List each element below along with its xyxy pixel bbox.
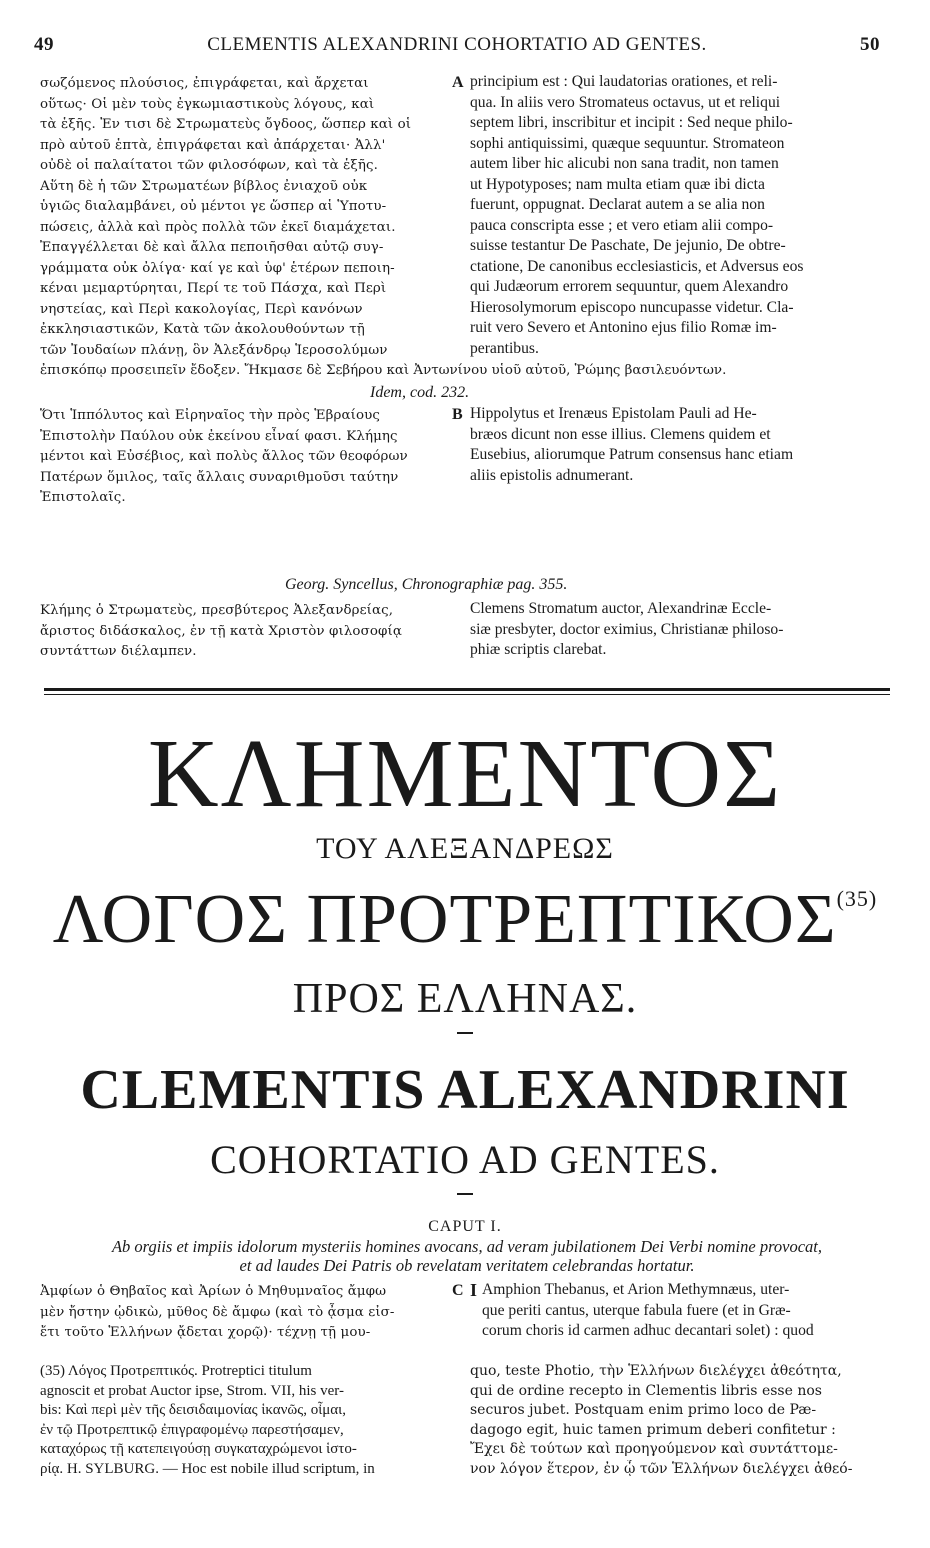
- text-line: que periti cantus, uterque fabula fuere (et in Græ-: [482, 1301, 791, 1319]
- paragraph-mark: I: [470, 1280, 478, 1300]
- running-title: CLEMENTIS ALEXANDRINI COHORTATIO AD GENTES.: [207, 34, 707, 55]
- latin-column: [470, 404, 890, 486]
- text-line: septem libri, inscribitur et incipit : Sed neque philo-: [470, 114, 793, 131]
- text-line: ἐκκλησιαστικῶν, Κατὰ τῶν ἀκολουθούντων τῇ: [40, 322, 365, 337]
- footnote-right: [470, 1362, 890, 1479]
- title-work: [0, 880, 930, 960]
- latin-column: [470, 72, 890, 359]
- text-line: suisse testantur De Paschate, De jejunio, De obtre-: [470, 237, 786, 254]
- text-line: ὑγιῶς διαλαμβάνει, οὐ μέντοι γε ὥσπερ αἱ Ὑποτυ-: [40, 199, 387, 214]
- text-line: οὐδὲ οἱ παλαίτατοι τῶν φιλοσόφων, καὶ τὰ ἑξῆς.: [40, 158, 378, 173]
- text-line: οὕτως· Οἱ μὲν τοὺς ἐγκωμιαστικοὺς λόγους, καὶ: [40, 96, 375, 112]
- text-line: bræos dicunt non esse illius. Clemens quidem et: [470, 425, 771, 443]
- text-line: Ἐπιστολαῖς.: [40, 490, 126, 505]
- text-line: τῶν Ἰουδαίων πλάνῃ, ὃν Ἀλεξάνδρῳ Ἱεροσολύμων: [40, 342, 388, 358]
- page-number-left: 49: [34, 34, 54, 55]
- latin-column: [482, 1280, 890, 1342]
- text-line: Ἐπιστολὴν Παύλου οὐκ ἐκείνου εἶναί φασι. Κλήμης: [40, 428, 398, 444]
- text-line: νον λόγον ἕτερον, ἐν ᾧ τῶν Ἑλλήνων διελέγχει ἀθεό-: [470, 1460, 853, 1477]
- text-line: quo, teste Photio, τὴν Ἑλλήνων διελέγχει ἀθεότητα,: [470, 1363, 842, 1379]
- text-line: ἐν τῷ Προτρεπτικῷ ἐπιγραφομένῳ παρεστήσαμεν,: [40, 1421, 344, 1438]
- text-line: Πατέρων ὅμιλος, ταῖς ἄλλαις συναριθμοῦσι ταύτην: [40, 469, 399, 485]
- latin-column: [470, 599, 890, 661]
- title-latin-author: CLEMENTIS ALEXANDRINI: [80, 1059, 850, 1121]
- text-line: ctatione, De canonibus ecclesiasticis, et Adversus eos: [470, 257, 804, 275]
- text-line: ut Hypotyposes; nam multa etiam quæ ibi dicta: [470, 175, 765, 193]
- chapter-heading: CAPUT I.: [428, 1218, 502, 1235]
- text-line: qua. In aliis vero Stromateus octavus, ut et reliqui: [470, 93, 781, 111]
- text-line: ἔτι τοῦτο Ἑλλήνων ᾄδεται χορῷ)· τέχνῃ τῇ μου-: [40, 1325, 371, 1340]
- text-line: νηστείας, καὶ Περὶ κακολογίας, Περὶ κανόνων: [40, 301, 363, 317]
- greek-full-line: ἐπισκόπῳ προσειπεῖν ἔδοξεν. Ἤκμασε δὲ Σεβήρου καὶ Ἀντωνίνου υἱοῦ αὐτοῦ, Ῥώμης βασιλευόντων.: [40, 363, 727, 378]
- text-line: bis: Καὶ περὶ μὲν τῆς δεισιδαιμονίας ἱκανῶς, οἶμαι,: [40, 1402, 346, 1418]
- text-line: perantibus.: [470, 339, 539, 357]
- text-line: καταχόρως τῇ κατεπειγούσῃ συγκαταχρώμενοι ἱστο-: [40, 1441, 357, 1457]
- text-line: Ἀμφίων ὁ Θηβαῖος καὶ Ἀρίων ὁ Μηθυμναῖος ἄμφω: [40, 1284, 387, 1299]
- text-line: autem liber hic alicubi non sana tradit, non tamen: [470, 155, 779, 172]
- divider-rule: [44, 688, 890, 691]
- greek-column: [40, 406, 452, 509]
- text-line: aliis epistolis adnumerant.: [470, 466, 634, 484]
- text-line: phiæ scriptis clarebat.: [470, 641, 607, 658]
- text-line: Hierosolymorum episcopo nuncupasse videtur. Cla-: [470, 298, 794, 316]
- column-marker-a: A: [452, 74, 464, 91]
- title-work-text: ΛΟΓΟΣ ΠΡΟΤΡΕΠΤΙΚΟΣ: [52, 881, 837, 958]
- text-line: Amphion Thebanus, et Arion Methymnæus, uter-: [482, 1281, 790, 1298]
- column-marker-b: B: [452, 406, 463, 423]
- text-line: κέναι μεμαρτύρηται, Περί τε τοῦ Πάσχα, καὶ Περὶ: [40, 281, 387, 296]
- text-line: principium est : Qui laudatorias orationes, et reli-: [470, 73, 778, 90]
- title-latin-work: COHORTATIO AD GENTES.: [210, 1137, 720, 1182]
- greek-column: [40, 1282, 452, 1344]
- title-epithet: ΤΟΥ ΑΛΕΞΑΝΔΡΕΩΣ: [316, 832, 614, 865]
- text-line: (35) Λόγος Προτρεπτικός. Protreptici titulum: [40, 1363, 312, 1379]
- text-line: πρὸ αὐτοῦ ἑπτὰ, ἐπιγράφεται καὶ ἀπάρχεται· Ἀλλ': [40, 137, 386, 153]
- title-addressee: ΠΡΟΣ ΕΛΛΗΝΑΣ.: [292, 976, 638, 1022]
- title-separator: [457, 1193, 473, 1195]
- chapter-summary: et ad laudes Dei Patris ob revelatam veritatem celebrandas hortatur.: [239, 1256, 695, 1275]
- text-line: Eusebius, aliorumque Patrum consensus hanc etiam: [470, 446, 794, 463]
- text-line: corum choris id carmen adhuc decantari solet) : quod: [482, 1322, 814, 1339]
- divider-rule: [44, 694, 890, 695]
- text-line: γράμματα οὐκ ὀλίγα· καί γε καὶ ὑφ' ἑτέρων πεποιη-: [40, 260, 395, 276]
- title-separator: [457, 1032, 473, 1034]
- title-author: ΚΛΗΜΕΝΤΟΣ: [147, 720, 783, 828]
- citation-syncellus: Georg. Syncellus, Chronographiæ pag. 355.: [285, 576, 568, 593]
- footnote-reference: (35): [836, 886, 878, 911]
- text-line: μέντοι καὶ Εὐσέβιος, καὶ πολὺς ἄλλος τῶν θεοφόρων: [40, 449, 408, 464]
- text-line: μὲν ἤστην ᾠδικὼ, μῦθος δὲ ἄμφω (καὶ τὸ ᾆσμα εἰσ-: [40, 1304, 395, 1320]
- text-line: siæ presbyter, doctor eximius, Christianæ philoso-: [470, 620, 784, 638]
- text-line: Ἐπαγγέλλεται δὲ καὶ ἄλλα πεποιῆσθαι αὐτῷ συγ-: [40, 240, 384, 255]
- text-line: ruit vero Severo et Antonino ejus filio Romæ im-: [470, 319, 777, 336]
- text-line: qui de ordine recepto in Clementis libris esse nos: [470, 1382, 822, 1399]
- text-line: Αὕτη δὲ ἡ τῶν Στρωματέων βίβλος ἐνιαχοῦ οὐκ: [40, 178, 368, 194]
- text-line: ἄριστος διδάσκαλος, ἐν τῇ κατὰ Χριστὸν φιλοσοφίᾳ: [40, 623, 402, 639]
- text-line: qui Judæorum errorem sequuntur, quem Alexandro: [470, 278, 789, 295]
- footnote-left: [40, 1362, 452, 1479]
- text-line: Hippolytus et Irenæus Epistolam Pauli ad He-: [470, 405, 757, 422]
- text-line: fuerunt, oppugnat. Declarat autem a se alia non: [470, 196, 765, 213]
- running-head: [34, 30, 880, 60]
- page-number-right: 50: [860, 34, 880, 55]
- greek-column: [40, 601, 452, 663]
- text-line: ρίᾳ. H. SYLBURG. — Hoc est nobile illud scriptum, in: [40, 1460, 375, 1477]
- text-line: Κλήμης ὁ Στρωματεὺς, πρεσβύτερος Ἀλεξανδρείας,: [40, 603, 394, 618]
- greek-column: [40, 74, 452, 361]
- text-line: sophi antiquissimi, quæque sequuntur. Stromateon: [470, 134, 785, 152]
- text-line: συντάττων διέλαμπεν.: [40, 644, 197, 659]
- chapter-summary: Ab orgiis et impiis idolorum mysteriis homines avocans, ad veram jubilationem Dei Verbi nomine provocat,: [111, 1237, 823, 1256]
- text-line: πώσεις, ἀλλὰ καὶ πρὸς πολλὰ τῶν ἐκεῖ διαμάχεται.: [40, 219, 396, 235]
- text-line: τὰ ἑξῆς. Ἐν τισι δὲ Στρωματεὺς ὄγδοος, ὥσπερ καὶ οἱ: [40, 117, 412, 132]
- text-line: σωζόμενος πλούσιος, ἐπιγράφεται, καὶ ἄρχεται: [40, 76, 369, 91]
- text-line: Ἔχει δὲ τούτων καὶ προηγούμενον καὶ συντάττομε-: [470, 1441, 838, 1457]
- text-line: Clemens Stromatum auctor, Alexandrinæ Eccle-: [470, 600, 772, 617]
- text-line: securos jubet. Postquam enim primo loco de Pæ-: [470, 1402, 817, 1418]
- text-line: agnoscit et probat Auctor ipse, Strom. VII, his ver-: [40, 1382, 344, 1399]
- citation-photius: Idem, cod. 232.: [370, 384, 470, 401]
- column-marker-c: C: [452, 1282, 464, 1299]
- text-line: dagogo egit, huic tamen primum deberi confitetur :: [470, 1421, 836, 1438]
- text-line: pauca conscripta esse ; et vero etiam alii compo-: [470, 216, 774, 234]
- text-line: Ὅτι Ἱππόλυτος καὶ Εἰρηναῖος τὴν πρὸς Ἑβραίους: [40, 408, 380, 423]
